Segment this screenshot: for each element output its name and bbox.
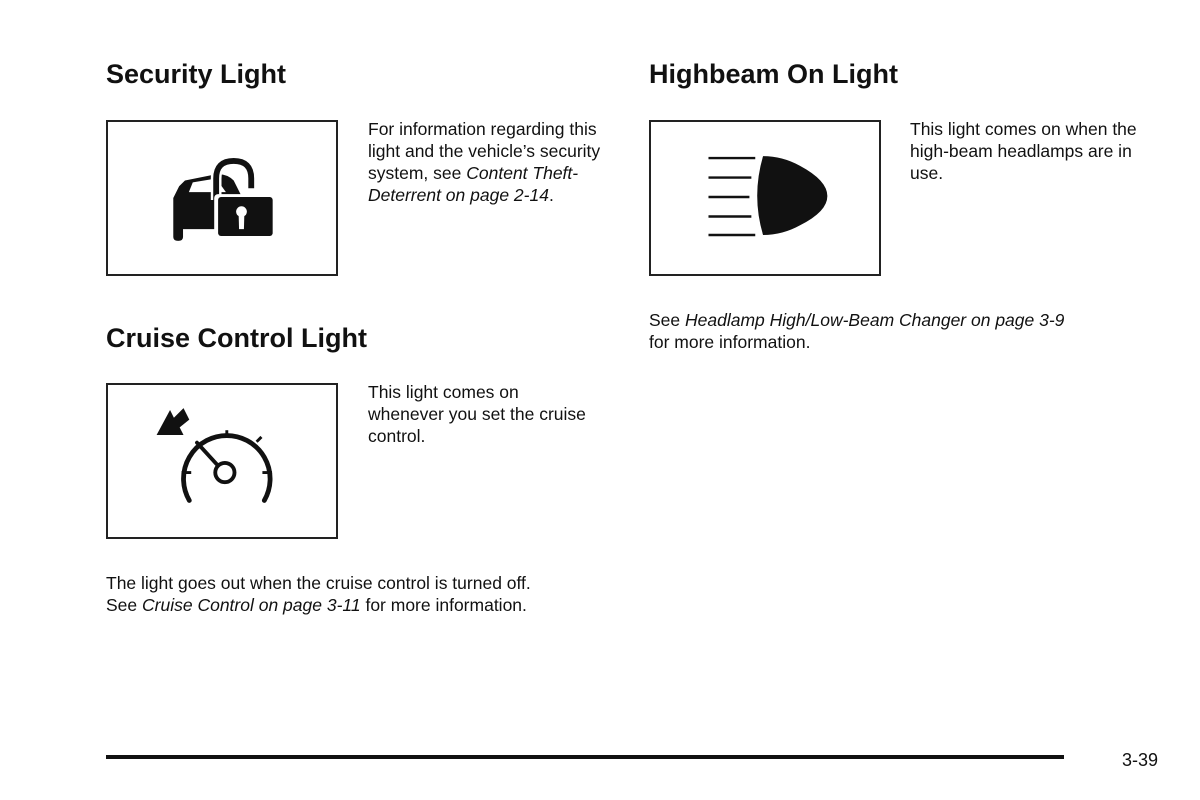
cruise-control-reference-link[interactable]: Cruise Control on page 3-11 — [142, 595, 361, 615]
cruise-control-body-text — [106, 572, 531, 616]
security-light-heading: Security Light — [106, 59, 287, 89]
security-light-text-end: . — [548, 185, 554, 205]
highbeam-see-label: See — [649, 310, 681, 330]
highbeam-body-end: for more information. — [649, 332, 811, 352]
security-light-text: For information regarding this light and the vehicle’s security system, see — [368, 119, 601, 183]
highbeam-headlamp-icon — [651, 122, 879, 274]
highbeam-light-description: This light comes on when the high-beam headlamps are in use. — [910, 119, 1137, 183]
security-light-icon-box — [106, 120, 338, 276]
cruise-control-see-label: See — [106, 595, 138, 615]
security-light-description — [368, 118, 618, 206]
cruise-control-light-heading: Cruise Control Light — [106, 323, 367, 353]
security-light-reference-link[interactable]: Content Theft-Deterrent on page 2-14 — [368, 163, 579, 205]
cruise-control-light-description: This light comes on whenever you set the cruise control. — [368, 382, 586, 446]
cruise-control-body-line-1: The light goes out when the cruise control is turned off. — [106, 573, 531, 593]
security-lock-car-icon — [108, 122, 336, 274]
cruise-control-icon-box — [106, 383, 338, 539]
cruise-control-speedometer-icon — [108, 385, 336, 537]
footer-rule — [106, 755, 1064, 759]
page-number: 3-39 — [1121, 750, 1158, 770]
highbeam-light-heading: Highbeam On Light — [649, 59, 898, 89]
highbeam-body-text — [649, 309, 1064, 353]
cruise-control-body-end: for more information. — [365, 595, 527, 615]
highbeam-reference-link[interactable]: Headlamp High/Low-Beam Changer on page 3-9 — [685, 310, 1065, 330]
highbeam-icon-box — [649, 120, 881, 276]
